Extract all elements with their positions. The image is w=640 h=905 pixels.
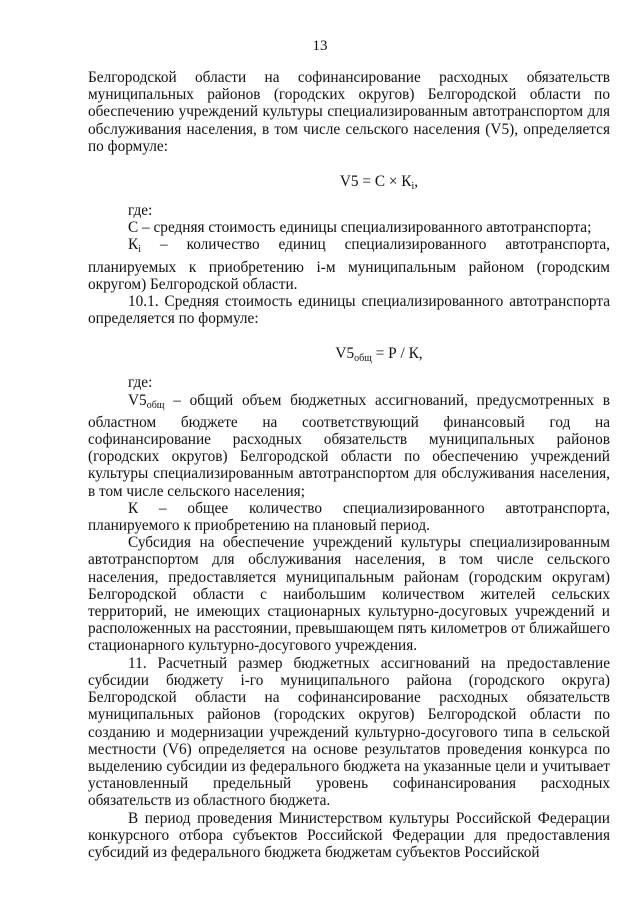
paragraph-last: В период проведения Министерством культуры Российской Федерации конкурсного отбора субъектов Российской Федерации для предоставления субсидий из федерального бюджета бюджетам субъектов Российской [88, 809, 610, 861]
paragraph-11: 11. Расчетный размер бюджетных ассигнований на предоставление субсидии бюджету i-го муниципального района (городского округа) Белгородской области на софинансирование расходных обязательств муниципальных районов (городских округов) Белгородской области по созданию и модернизации учреждений культурно-досугового типа в сельской местности (V6) определяется на основе результатов проведения конкурса по выделению субсидии из федерального бюджета на указанные цели и учитывает установленный предельный уровень софинансирования расходных обязательств из областного бюджета. [88, 654, 610, 810]
definition-ki-subscript: i [138, 244, 141, 256]
definition-v5-symbol: V5 [128, 391, 147, 409]
page-number: 13 [312, 38, 328, 54]
formula-v5-total-main: V5 [335, 345, 355, 363]
definition-v5-text: – общий объем бюджетных ассигнований, предусмотренных в областном бюджете на соответствующий финансовый год на софинансирование расходных обязательств муниципальных районов (городских округов) Белгородской области по обеспечению учреждений культуры специализированным автотранспортом для обслуживания населения, в том числе сельского населения; [88, 391, 610, 500]
document-body [88, 69, 610, 861]
paragraph-subsidy: Субсидия на обеспечение учреждений культуры специализированным автотранспортом для обслуживания населения, в том числе сельского населения, предоставляется муниципальным районам (городским округам) Белгородской области с наибольшим количеством жителей сельских территорий, не имеющих стационарных культурно-досуговых учреждений и расположенных на расстоянии, превышающем пять километров от ближайшего стационарного культурно-досугового учреждения. [88, 534, 610, 655]
paragraph-intro: Белгородской области на софинансирование расходных обязательств муниципальных районов (городских округов) Белгородской области по обеспечению учреждений культуры специализированным автотранспортом для обслуживания населения, в том числе сельского населения (V5), определяется по формуле: [88, 69, 610, 155]
spacer [88, 327, 610, 345]
formula-v5 [88, 173, 610, 196]
formula-v5-total [88, 345, 610, 368]
definition-ki-text: – количество единиц специализированного автотранспорта, планируемых к приобретению i-м муниципальным районом (городским округом) Белгородской области. [88, 236, 610, 293]
paragraph-10-1: 10.1. Средняя стоимость единицы специализированного автотранспорта определяется по формуле: [88, 293, 610, 328]
where-label-2: где: [128, 374, 153, 392]
definition-k: К – общее количество специализированного автотранспорта, планируемого к приобретению на плановый период. [88, 499, 610, 535]
formula-v5-total-subscript: общ [354, 353, 372, 365]
formula-v5-tail: , [414, 173, 419, 191]
formula-v5-main: V5 = С × К [339, 173, 412, 191]
where-label-1: где: [128, 202, 153, 220]
definition-ki-symbol: К [128, 236, 139, 254]
formula-v5-total-rhs: = Р / К, [371, 345, 423, 363]
definition-v5-subscript: общ [146, 399, 165, 411]
spacer [88, 155, 610, 173]
definition-v5-total [88, 392, 610, 500]
formula-v5-subscript: i [411, 181, 415, 193]
definition-c: С – средняя стоимость единицы специализированного автотранспорта; [128, 219, 592, 237]
definition-ki [88, 236, 610, 293]
